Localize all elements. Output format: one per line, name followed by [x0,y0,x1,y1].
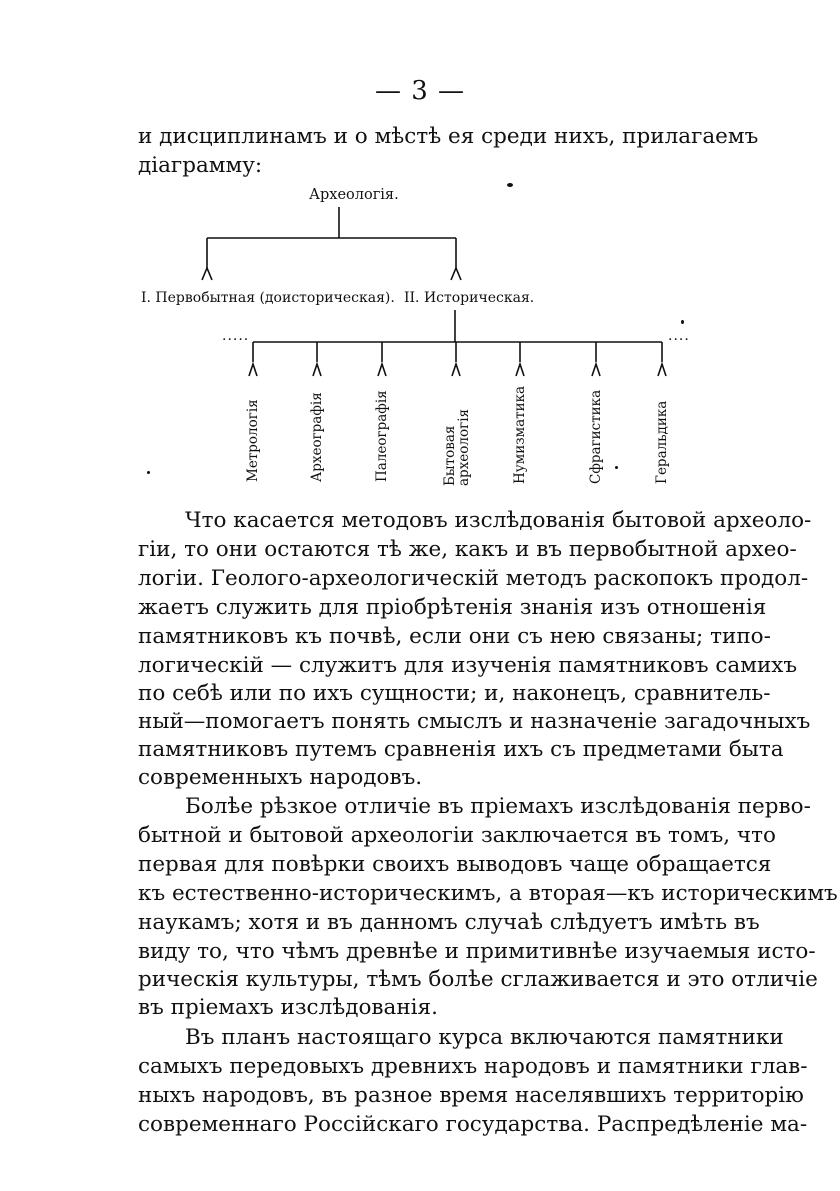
print-speck [615,466,618,469]
diagram-root-label: Археологія. [309,187,399,203]
diagram-dots-left: ..... [222,328,250,344]
text-line: первая для повѣрки своихъ выводовъ чаще обращается [138,852,772,877]
diagram-dots-right: .... [668,328,690,344]
text-line: жаетъ служить для пріобрѣтенія знанія изъ отношенія [138,595,767,620]
print-speck [147,471,150,474]
text-line: логическій — служитъ для изученія памятниковъ самихъ [138,653,798,678]
text-line: ный—помогаетъ понять смыслъ и назначеніе загадочныхъ [138,709,811,734]
diagram-branch-historic: II. Историческая. [404,290,535,306]
diagram-subfield-label: Археографія [309,392,325,482]
diagram-subfield-label: Палеографія [374,390,390,482]
text-line: наукамъ; хотя и въ данномъ случаѣ слѣдуетъ имѣть въ [138,910,760,935]
text-line: самыхъ передовыхъ древнихъ народовъ и памятники глав- [138,1054,808,1079]
text-line: и дисциплинамъ и о мѣстѣ ея среди нихъ, прилагаемъ [138,124,759,149]
text-line: памятниковъ къ почвѣ, если они съ нею связаны; типо- [138,624,771,649]
text-line: виду то, что чѣмъ древнѣе и примитивнѣе изучаемыя исто- [138,939,816,964]
text-line: по себѣ или по ихъ сущности; и, наконецъ, сравнитель- [138,681,771,706]
text-line: ныхъ народовъ, въ разное время населявшихъ территорію [138,1083,804,1108]
page-number: — 3 — [374,76,466,106]
diagram-subfield-label: Метрологія [245,399,261,482]
print-speck [681,320,684,324]
diagram-subfield-label: Сфрагистика [588,389,604,484]
text-line: гіи, то они остаются тѣ же, какъ и въ первобытной архео- [138,537,797,562]
text-line: Что касается методовъ изслѣдованія бытовой археоло- [185,508,812,533]
text-line: къ естественно-историческимъ, а вторая—къ историческимъ [138,881,838,906]
diagram-subfield-label: археологія [456,408,472,486]
diagram-subfield-label: Нумизматика [512,385,528,484]
diagram-subfield-label: Бытовая [442,425,458,486]
text-line: Болѣе рѣзкое отличіе въ пріемахъ изслѣдованія перво- [185,794,811,819]
text-line: діаграмму: [138,153,263,178]
diagram-branch-prehistoric: I. Первобытная (доисторическая). [141,290,395,306]
text-line: памятниковъ путемъ сравненія ихъ съ предметами быта [138,737,784,762]
text-line: логіи. Геолого-археологическій методъ раскопокъ продол- [138,566,809,591]
text-line: современныхъ народовъ. [138,765,423,790]
text-line: бытной и бытовой археологіи заключается въ томъ, что [138,823,776,848]
diagram-subfield-label: Геральдика [654,400,670,484]
text-line: современнаго Россійскаго государства. Распредѣленіе ма- [138,1112,808,1137]
text-line: въ пріемахъ изслѣдованія. [138,995,438,1020]
text-line: Въ планъ настоящаго курса включаются памятники [185,1025,784,1050]
text-line: рическія культуры, тѣмъ болѣе сглаживается и это отличіе [138,967,818,992]
diagram-lines [0,0,840,520]
print-speck [507,183,513,187]
